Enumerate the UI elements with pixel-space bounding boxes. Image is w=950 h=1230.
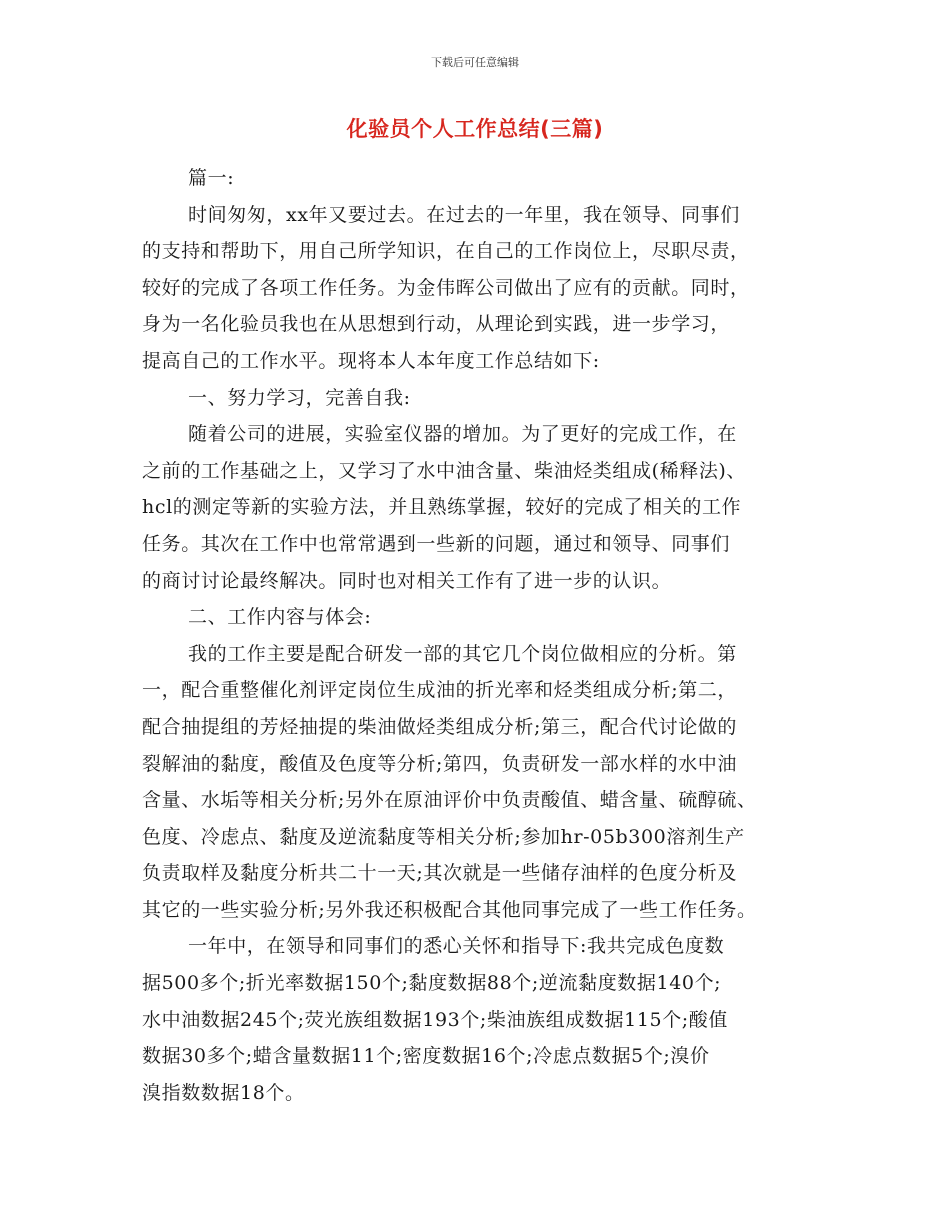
text-line: hcl的测定等新的实验方法，并且熟练掌握，较好的完成了相关的工作: [142, 496, 742, 519]
text-line: 二、工作内容与体会:: [188, 606, 372, 629]
text-line: 数据30多个;蜡含量数据11个;密度数据16个;冷虑点数据5个;溴价: [142, 1045, 710, 1068]
text-line: 色度、冷虑点、黏度及逆流黏度等相关分析;参加hr-05b300溶剂生产: [142, 825, 745, 848]
text-line: 随着公司的进展，实验室仪器的增加。为了更好的完成工作，在: [188, 423, 737, 446]
text-line: 配合抽提组的芳烃抽提的柴油做烃类组成分析;第三，配合代讨论做的: [142, 715, 738, 738]
text-line: 之前的工作基础之上，又学习了水中油含量、柴油烃类组成(稀释法)、: [142, 459, 747, 482]
document-body: [142, 160, 808, 1111]
text-line: 的支持和帮助下，用自己所学知识，在自己的工作岗位上，尽职尽责，: [142, 240, 750, 263]
text-line: 提高自己的工作水平。现将本人本年度工作总结如下:: [142, 349, 600, 372]
text-line: 篇一:: [188, 167, 235, 189]
text-line: 裂解油的黏度，酸值及色度等分析;第四，负责研发一部水样的水中油: [142, 752, 738, 775]
text-line: 负责取样及黏度分析共二十一天;其次就是一些储存油样的色度分析及: [142, 862, 738, 885]
text-line: 一、努力学习，完善自我:: [188, 386, 411, 409]
text-line: 一年中，在领导和同事们的悉心关怀和指导下:我共完成色度数: [188, 935, 725, 958]
text-line: 据500多个;折光率数据150个;黏度数据88个;逆流黏度数据140个;: [142, 972, 722, 995]
text-line: 含量、水垢等相关分析;另外在原油评价中负责酸值、蜡含量、硫醇硫、: [142, 789, 757, 812]
text-line: 一，配合重整催化剂评定岗位生成油的折光率和烃类组成分析;第二，: [142, 679, 738, 702]
document-title: 化验员个人工作总结(三篇): [346, 117, 604, 141]
text-line: 水中油数据245个;荧光族组数据193个;柴油族组成数据115个;酸值: [142, 1008, 729, 1031]
text-line: 任务。其次在工作中也常常遇到一些新的问题，通过和领导、同事们: [142, 532, 731, 555]
text-line: 的商讨讨论最终解决。同时也对相关工作有了进一步的认识。: [142, 569, 672, 592]
text-line: 较好的完成了各项工作任务。为金伟晖公司做出了应有的贡献。同时，: [142, 276, 750, 299]
text-line: 其它的一些实验分析;另外我还积极配合其他同事完成了一些工作任务。: [142, 898, 757, 921]
text-line: 时间匆匆，xx年又要过去。在过去的一年里，我在领导、同事们: [188, 203, 740, 226]
text-line: 身为一名化验员我也在从思想到行动，从理论到实践，进一步学习，: [142, 313, 731, 336]
text-line: 我的工作主要是配合研发一部的其它几个岗位做相应的分析。第: [188, 642, 737, 665]
header-note: 下载后可任意编辑: [431, 56, 519, 69]
text-line: 溴指数数据18个。: [142, 1081, 305, 1104]
